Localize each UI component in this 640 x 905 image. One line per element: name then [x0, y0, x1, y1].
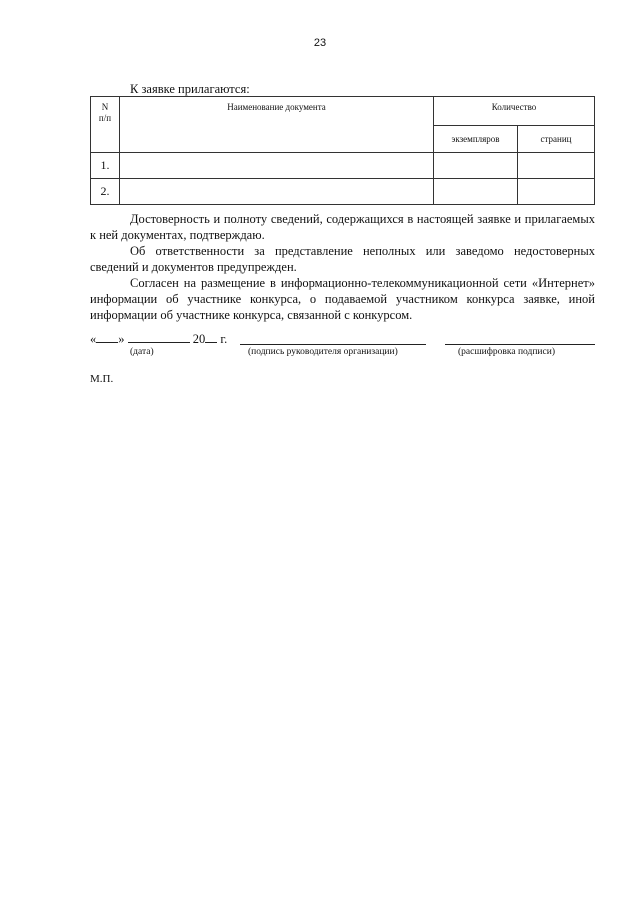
stamp-place: М.П. [90, 373, 114, 385]
date-field[interactable] [90, 331, 227, 347]
signature-field[interactable] [240, 344, 426, 345]
signature-block [90, 331, 595, 361]
row-pages-cell[interactable] [518, 153, 595, 179]
attachments-intro: К заявке прилагаются: [130, 82, 250, 96]
row-num: 1. [91, 153, 120, 179]
quote-open: « [90, 332, 97, 346]
declaration-responsibility: Об ответственности за представление неполных или заведомо недостоверных сведений и документов предупрежден. [90, 244, 595, 274]
row-doc-name-cell[interactable] [120, 153, 434, 179]
row-pages-cell[interactable] [518, 179, 595, 205]
year-blank[interactable] [205, 331, 217, 343]
year-prefix: 20 [192, 332, 206, 346]
day-blank[interactable] [96, 331, 118, 343]
header-num-sub-label: п/п [98, 113, 112, 123]
row-copies-cell[interactable] [434, 179, 518, 205]
quote-close: » [118, 332, 125, 346]
row-num: 2. [91, 179, 120, 205]
page-number: 23 [313, 37, 327, 49]
year-suffix: г. [220, 332, 228, 346]
declarations [90, 211, 595, 323]
declaration-consent: Согласен на размещение в информационно-телекоммуникационной сети «Интернет» информации об участнике конкурса, о подаваемой участником конкурса заявке, иной информации об участнике конкурса, связанной с конкурсом. [90, 276, 595, 322]
declaration-accuracy: Достоверность и полноту сведений, содержащихся в настоящей заявке и прилагаемых к ней документах, подтверждаю. [90, 212, 595, 242]
header-num [91, 97, 120, 153]
table-row [91, 179, 595, 205]
caption-decode: (расшифровка подписи) [458, 347, 555, 357]
header-num-label: N [101, 102, 109, 112]
header-quantity: Количество [434, 97, 595, 126]
header-copies: экземпляров [434, 126, 518, 153]
row-doc-name-cell[interactable] [120, 179, 434, 205]
caption-date: (дата) [130, 347, 154, 357]
caption-signature: (подпись руководителя организации) [248, 347, 398, 357]
signature-decode-field[interactable] [445, 344, 595, 345]
table-row [91, 153, 595, 179]
header-doc-name: Наименование документа [120, 97, 434, 153]
attachments-table [90, 96, 595, 205]
row-copies-cell[interactable] [434, 153, 518, 179]
month-blank[interactable] [128, 331, 190, 343]
header-pages: страниц [518, 126, 595, 153]
